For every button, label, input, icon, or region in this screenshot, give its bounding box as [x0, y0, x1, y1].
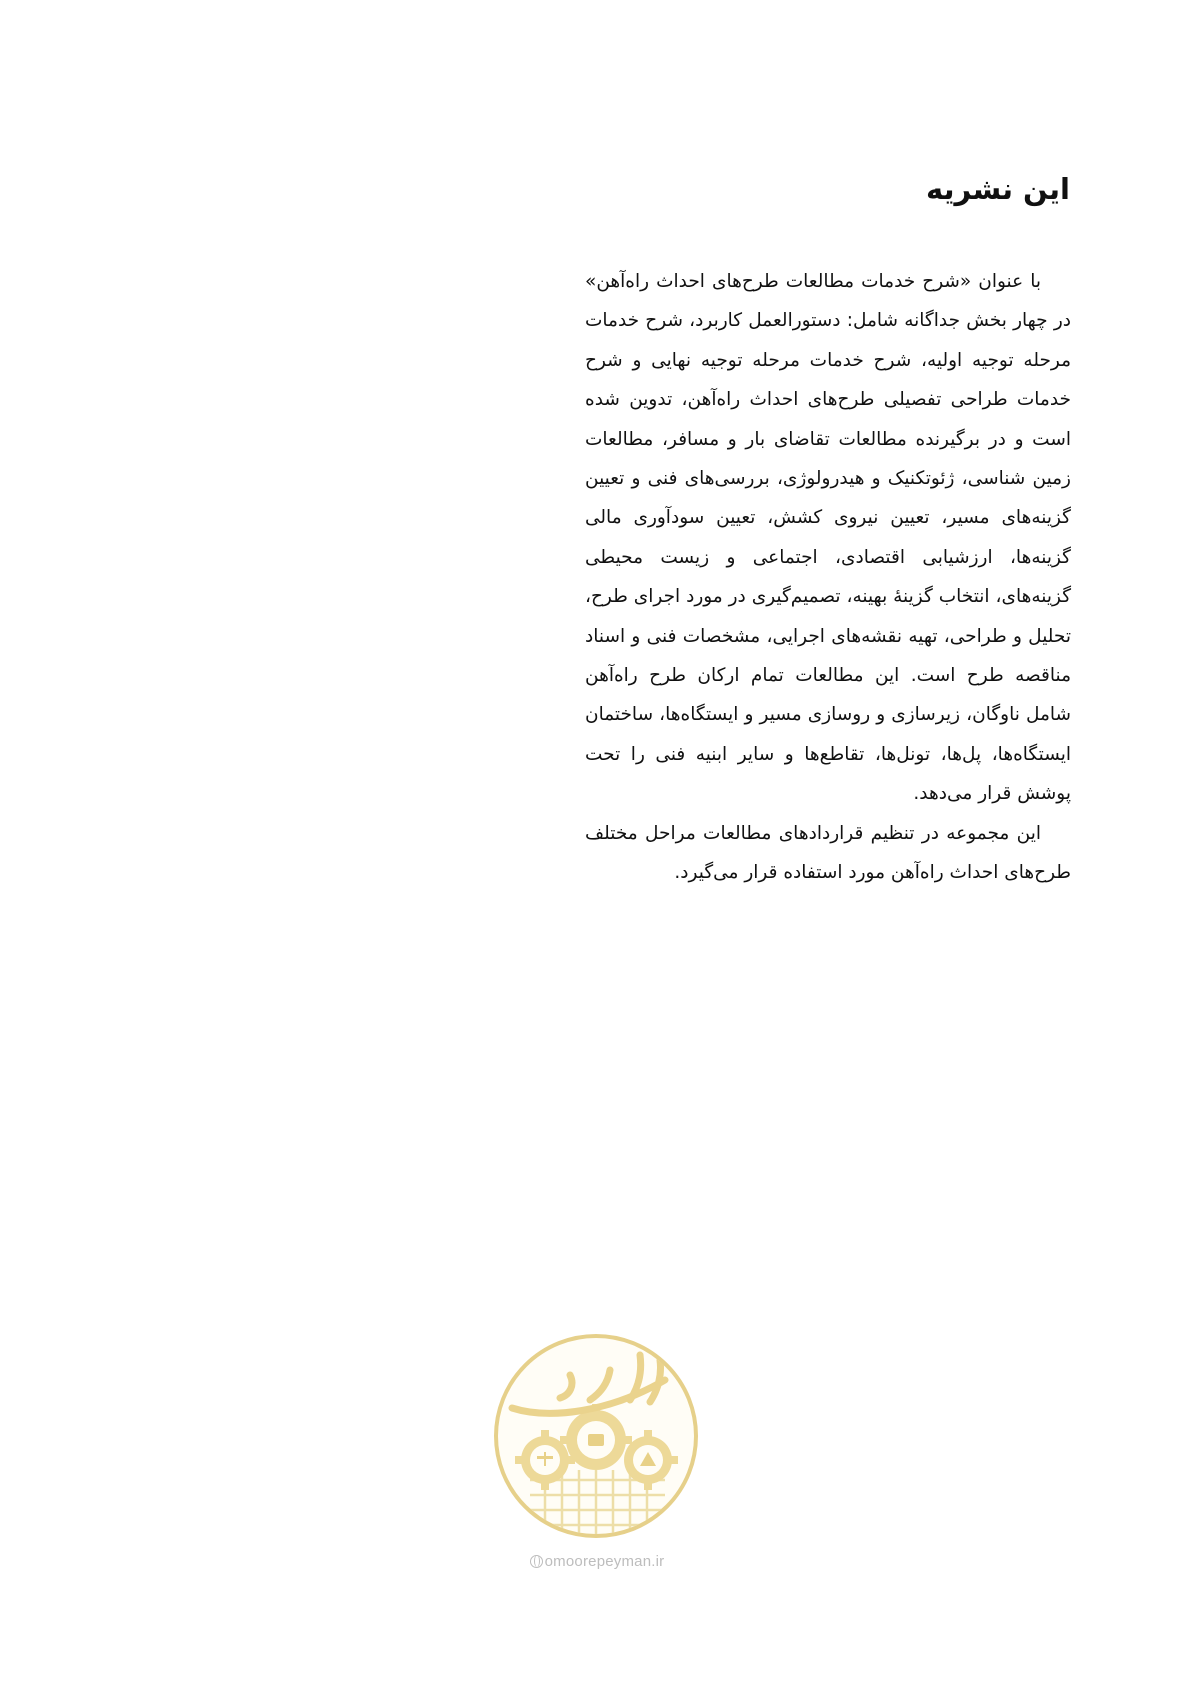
- page-title: این نشریه: [926, 172, 1070, 206]
- paragraph-2: این مجموعه در تنظیم قراردادهای مطالعات مراحل مختلف طرح‌های احداث راه‌آهن مورد استفاده قرار می‌گیرد.: [585, 822, 1071, 884]
- watermark-logo: [490, 1330, 702, 1542]
- watermark-url-text: omoorepeyman.ir: [544, 1553, 665, 1570]
- paragraph-1: با عنوان «شرح خدمات مطالعات طرح‌های احداث راه‌آهن» در چهار بخش جداگانه شامل: دستورالعمل کاربرد، شرح خدمات مرحله توجیه اولیه، شرح خدمات مرحله توجیه نهایی و شرح خدمات طراحی تفصیلی طرح‌های احداث راه‌آهن، تدوین شده است و در برگیرنده مطالعات تقاضای بار و مسافر، مطالعات زمین شناسی، ژئوتکنیک و هیدرولوژی، بررسی‌های فنی و تعیین گزینه‌های مسیر، تعیین نیروی کشش، تعیین سودآوری مالی گزینه‌ها، ارزشیابی اقتصادی، اجتماعی و زیست محیطی گزینه‌های، انتخاب گزینهٔ بهینه، تصمیم‌گیری در مورد اجرای طرح، تحلیل و طراحی، تهیه نقشه‌های اجرایی، مشخصات فنی و اسناد مناقصه طرح است. این مطالعات تمام ارکان طرح راه‌آهن شامل ناوگان، زیرسازی و روسازی مسیر و ایستگاه‌ها، ساختمان ایستگاه‌ها، پل‌ها، تونل‌ها، تقاطع‌ها و سایر ابنیه فنی را تحت پوشش قرار می‌دهد.: [585, 271, 1071, 805]
- globe-icon: [530, 1555, 543, 1568]
- body-text: [585, 262, 1071, 893]
- watermark-url: [492, 1553, 702, 1570]
